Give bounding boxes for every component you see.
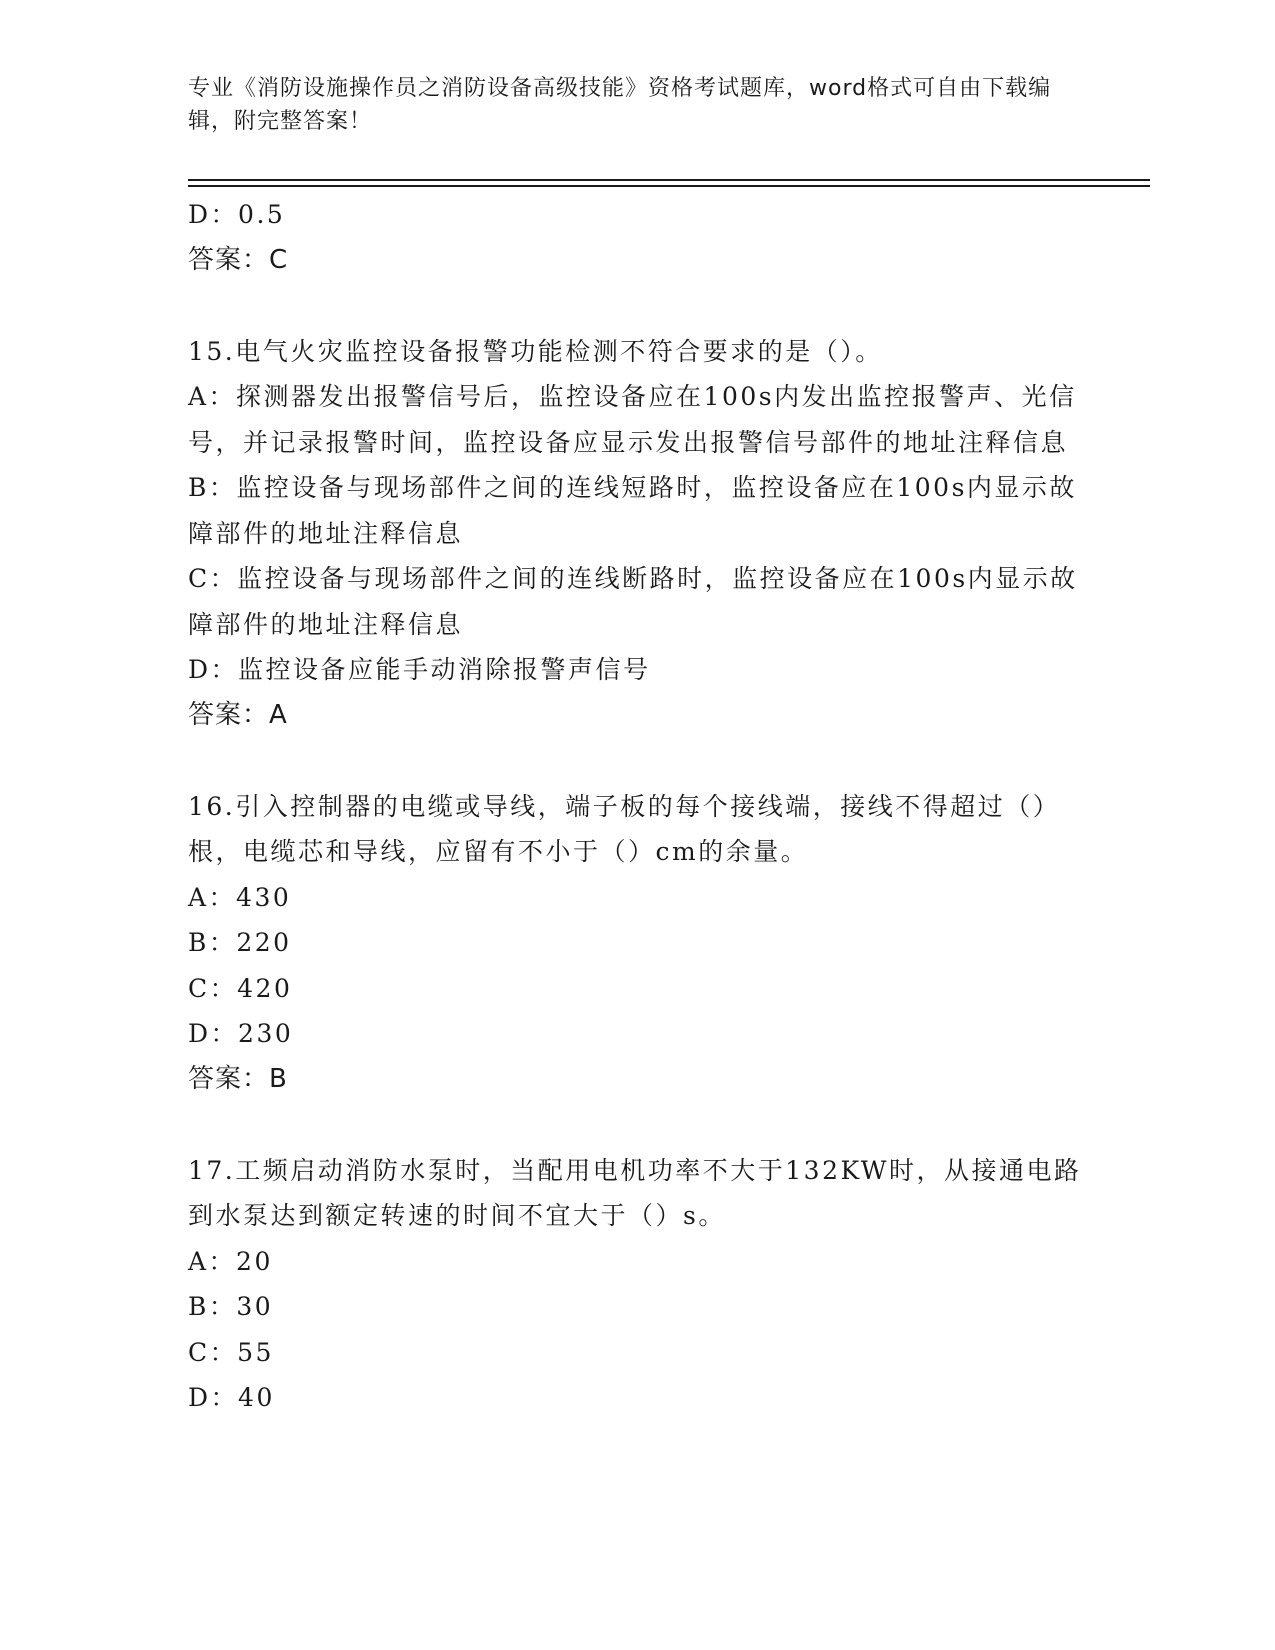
question-stem: 15.电气火灾监控设备报警功能检测不符合要求的是（）。 [188, 336, 883, 366]
question-16 [188, 784, 1088, 1103]
option-a: A：430 [188, 882, 292, 912]
option-a: A：探测器发出报警信号后，监控设备应在100s内发出监控报警声、光信号，并记录报警时间，监控设备应显示发出报警信号部件的地址注释信息 [188, 382, 1077, 457]
question-content [188, 192, 1088, 1421]
answer: 答案：A [188, 699, 288, 730]
option-b: B：220 [188, 928, 292, 957]
option-a: A：20 [188, 1246, 273, 1276]
question-15 [188, 329, 1088, 739]
question-17 [188, 1148, 1088, 1421]
option-b: B：监控设备与现场部件之间的连线短路时，监控设备应在100s内显示故障部件的地址注释信息 [188, 473, 1077, 548]
spacer [188, 283, 1088, 329]
document-header: 专业《消防设施操作员之消防设备高级技能》资格考试题库，word格式可自由下载编辑，附完整答案！ [188, 76, 1052, 134]
option-b: B：30 [188, 1292, 274, 1321]
prev-answer: 答案：C [188, 244, 289, 275]
option-d: D：监控设备应能手动消除报警声信号 [188, 655, 651, 684]
answer: 答案：B [188, 1063, 288, 1094]
option-c: C：420 [188, 973, 293, 1003]
prev-option-d: D：0.5 [188, 200, 286, 229]
question-stem: 16.引入控制器的电缆或导线，端子板的每个接线端，接线不得超过（）根，电缆芯和导线，应留有不小于（）cm的余量。 [188, 791, 1061, 866]
header-rule-bottom [188, 185, 1150, 187]
header-rule-top [188, 179, 1150, 181]
option-d: D：40 [188, 1383, 275, 1412]
option-d: D：230 [188, 1019, 294, 1048]
option-c: C：55 [188, 1337, 274, 1367]
spacer [188, 1102, 1088, 1148]
question-stem: 17.工频启动消防水泵时，当配用电机功率不大于132KW时，从接通电路到水泵达到额定转速的时间不宜大于（）s。 [188, 1155, 1082, 1230]
option-c: C：监控设备与现场部件之间的连线断路时，监控设备应在100s内显示故障部件的地址注释信息 [188, 564, 1078, 639]
spacer [188, 738, 1088, 784]
